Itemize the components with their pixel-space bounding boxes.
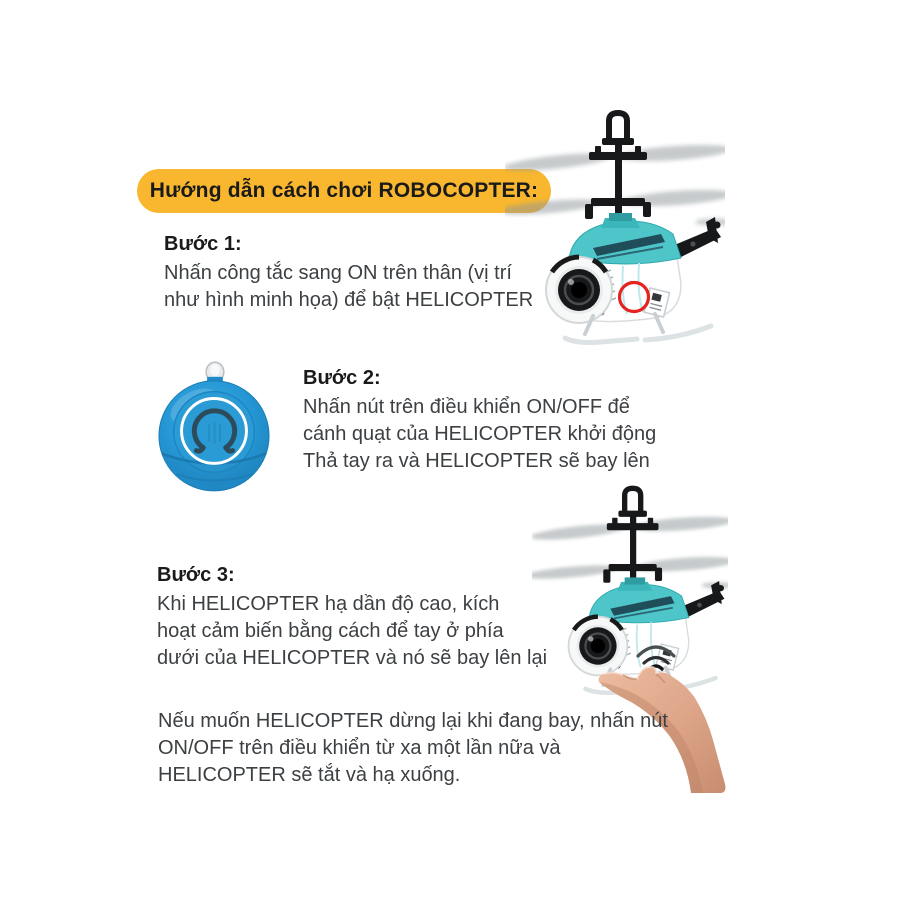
helicopter-illustration-top: [505, 106, 725, 346]
page-title-label: Hướng dẫn cách chơi ROBOCOPTER:: [149, 179, 539, 202]
step-1-line: như hình minh họa) để bật HELICOPTER: [164, 289, 534, 311]
step-2-line: Nhấn nút trên điều khiển ON/OFF để: [303, 396, 630, 418]
footer-note: [158, 708, 668, 789]
step-3-heading: Bước 3:: [157, 564, 235, 586]
step-2-heading: Bước 2:: [303, 367, 381, 389]
helicopter-illustration-bottom: [532, 482, 728, 696]
step-2-line: Thả tay ra và HELICOPTER sẽ bay lên: [303, 450, 650, 472]
step-2-section: [303, 366, 656, 475]
step-3-line: hoạt cảm biến bằng cách để tay ở phía: [157, 620, 504, 642]
footer-note-line: ON/OFF trên điều khiển từ xa một lần nữa và: [158, 737, 561, 759]
step-1-section: [164, 232, 533, 314]
remote-control-illustration: [155, 361, 273, 493]
footer-note-line: HELICOPTER sẽ tắt và hạ xuống.: [158, 764, 461, 786]
step-3-line: dưới của HELICOPTER và nó sẽ bay lên lại: [157, 647, 548, 669]
step-3-line: Khi HELICOPTER hạ dần độ cao, kích: [157, 593, 500, 615]
step-2-line: cánh quạt của HELICOPTER khởi động: [303, 423, 657, 445]
footer-note-line: Nếu muốn HELICOPTER dừng lại khi đang bay, nhấn nút: [158, 710, 668, 732]
page-title: [137, 169, 551, 213]
step-1-line: Nhấn công tắc sang ON trên thân (vị trí: [164, 262, 512, 284]
step-1-heading: Bước 1:: [164, 233, 242, 255]
step-3-section: [157, 563, 547, 672]
